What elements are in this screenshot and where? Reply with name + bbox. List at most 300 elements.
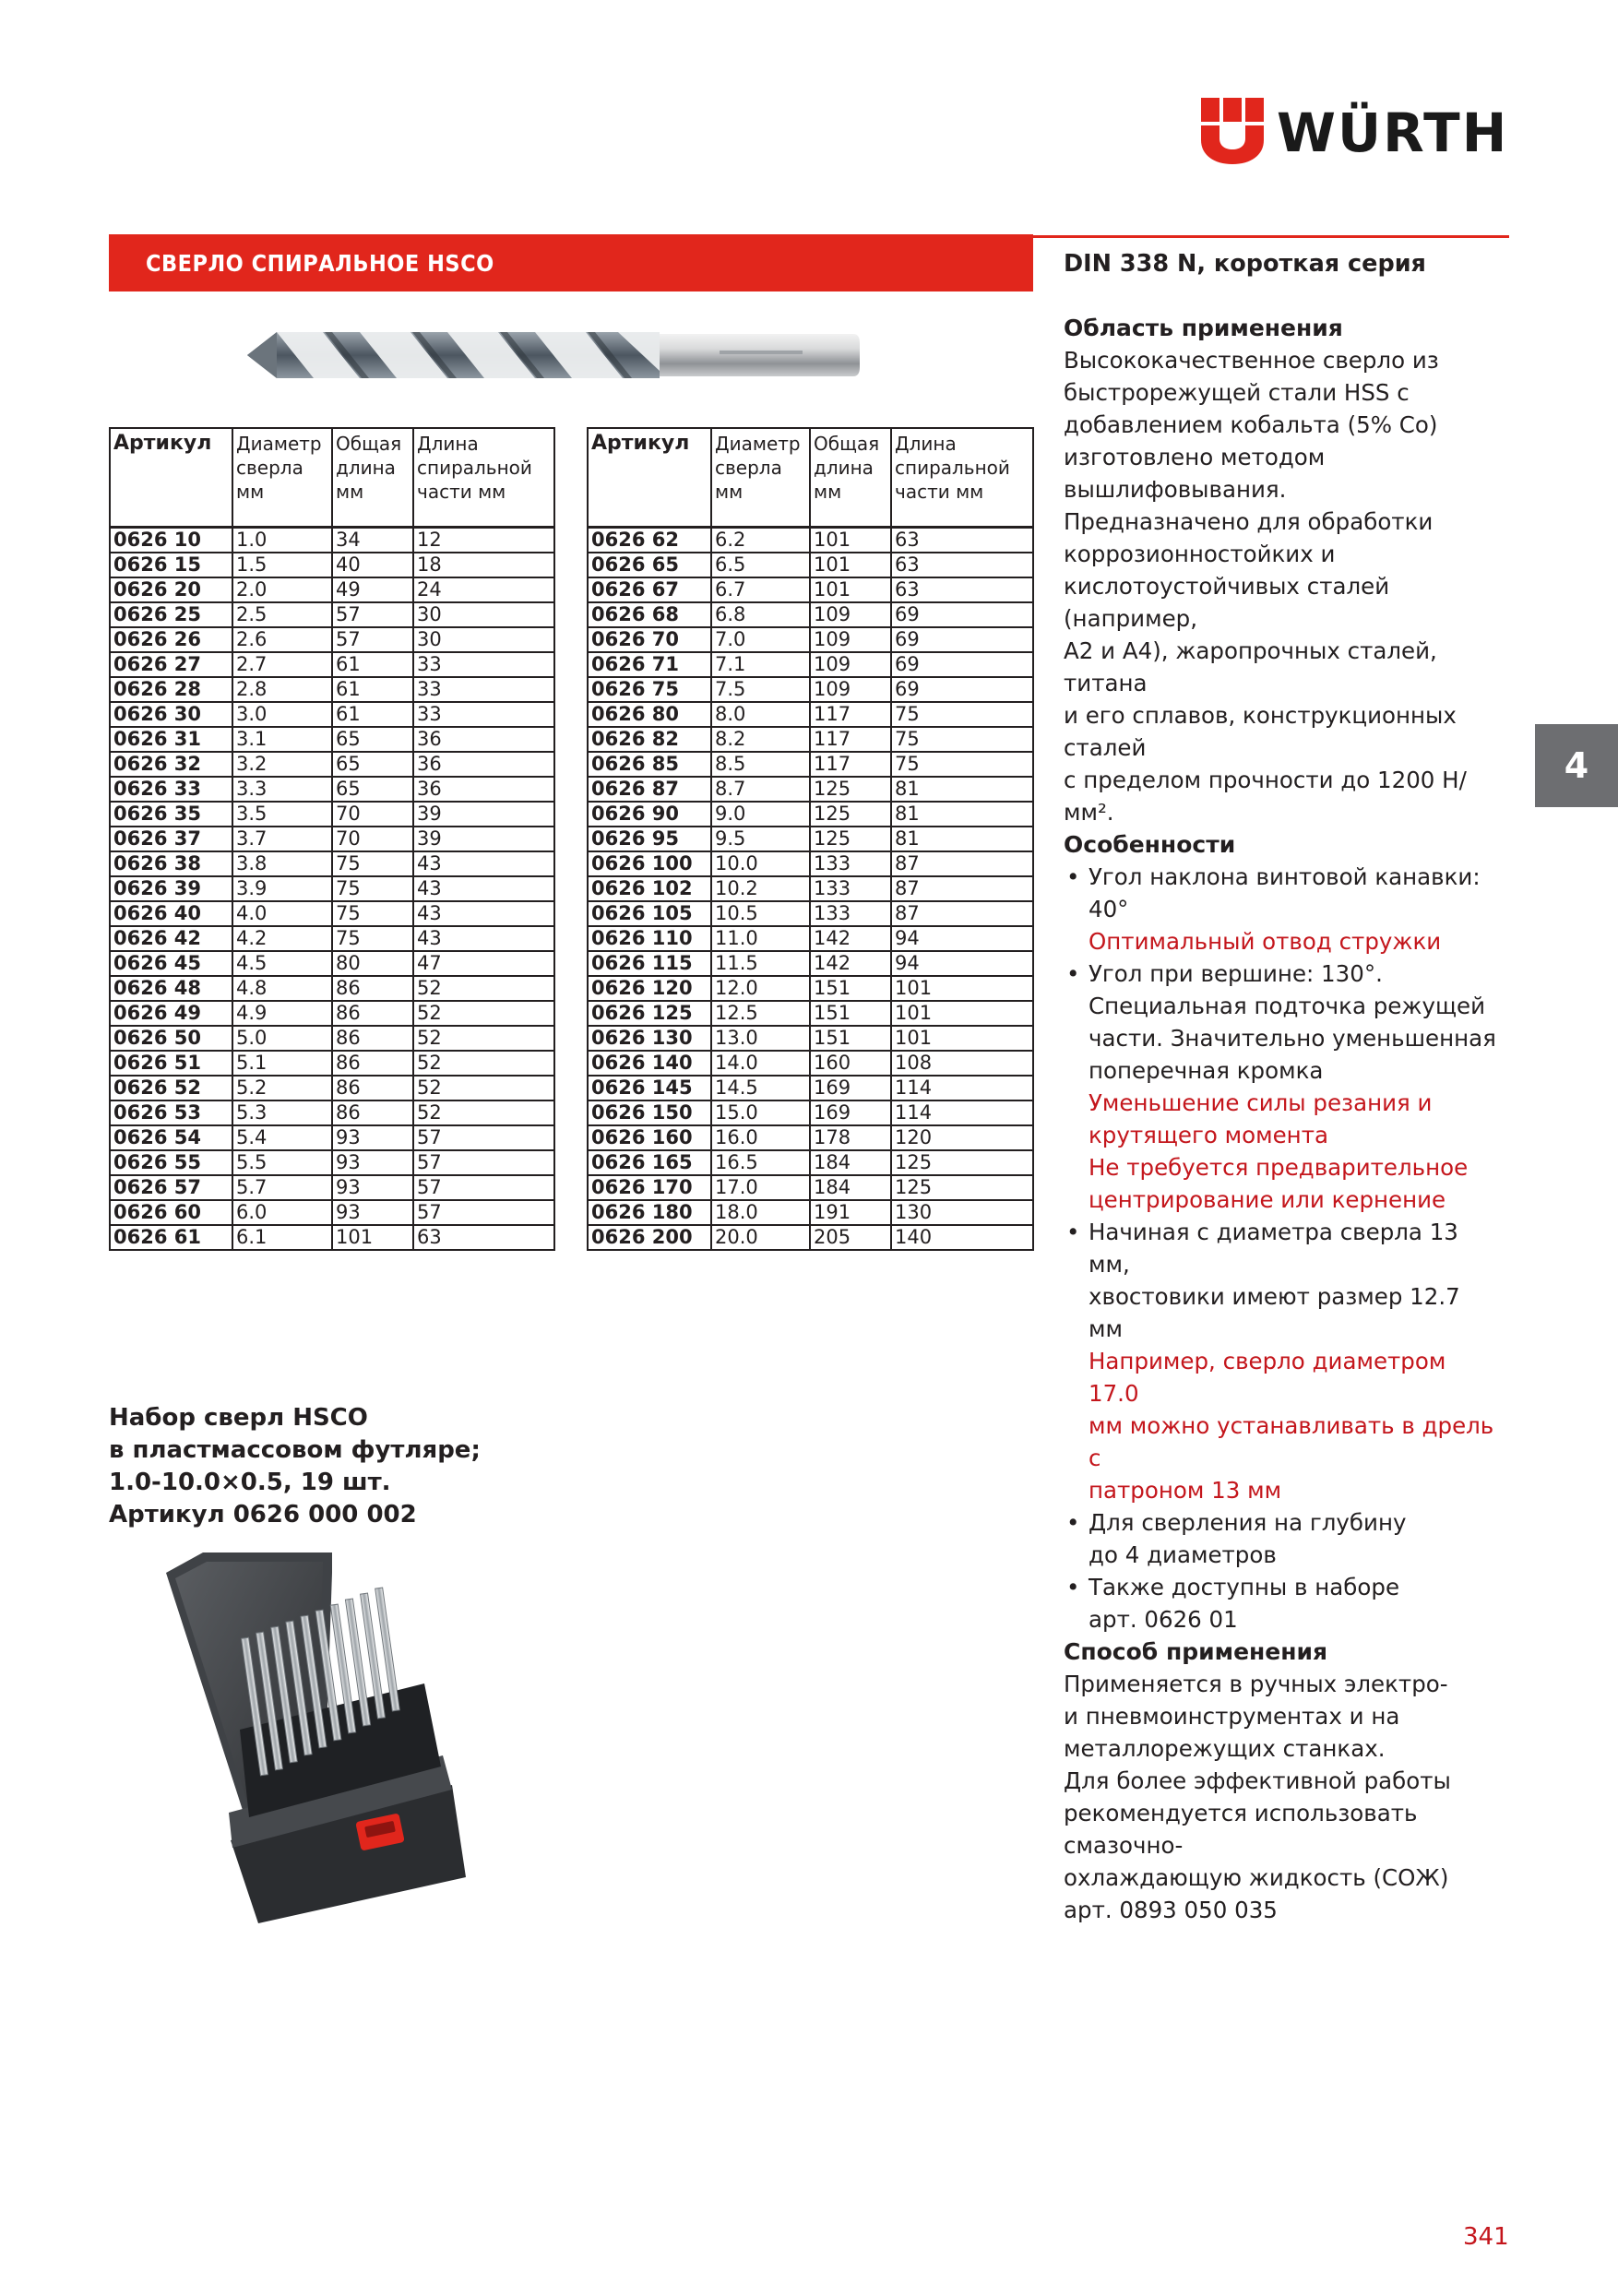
cell-flute-length: 30 [413,627,554,652]
cell-diameter: 20.0 [711,1225,810,1250]
cell-total-length: 101 [810,577,891,602]
cell-total-length: 70 [332,802,413,827]
cell-article: 0626 125 [588,1001,711,1026]
cell-diameter: 8.7 [711,777,810,802]
table-row [588,652,1033,677]
cell-diameter: 6.0 [232,1200,332,1225]
cell-article: 0626 55 [110,1150,232,1175]
cell-flute-length: 69 [891,602,1033,627]
table-row [588,577,1033,602]
column-header-article: Артикул [110,428,232,528]
table-row [588,802,1033,827]
header-rule [1033,235,1509,238]
section-tab: 4 [1535,724,1618,807]
cell-total-length: 61 [332,702,413,727]
cell-diameter: 7.1 [711,652,810,677]
feature-line: • Угол наклона винтовой канавки: 40° [1089,863,1481,922]
cell-flute-length: 18 [413,553,554,577]
column-header-diameter: Диаметр сверла мм [232,428,332,528]
cell-flute-length: 125 [891,1150,1033,1175]
usage-line: рекомендуется использовать смазочно- [1064,1800,1418,1859]
cell-diameter: 13.0 [711,1026,810,1051]
cell-flute-length: 94 [891,926,1033,951]
cell-total-length: 70 [332,827,413,851]
cell-diameter: 6.2 [711,528,810,553]
cell-total-length: 117 [810,702,891,727]
cell-flute-length: 52 [413,1051,554,1076]
cell-flute-length: 57 [413,1150,554,1175]
cell-total-length: 34 [332,528,413,553]
cell-diameter: 2.6 [232,627,332,652]
cell-flute-length: 43 [413,851,554,876]
cell-diameter: 12.5 [711,1001,810,1026]
cell-total-length: 125 [810,777,891,802]
cell-flute-length: 12 [413,528,554,553]
cell-total-length: 125 [810,827,891,851]
table-row [588,1150,1033,1175]
column-header-flute-length: Длина спиральной части мм [413,428,554,528]
cell-total-length: 86 [332,1051,413,1076]
feature-benefit-line: крутящего момента [1089,1122,1328,1148]
table-row [588,1200,1033,1225]
cell-article: 0626 52 [110,1076,232,1100]
cell-diameter: 16.5 [711,1150,810,1175]
cell-flute-length: 63 [891,577,1033,602]
cell-total-length: 117 [810,752,891,777]
cell-article: 0626 82 [588,727,711,752]
table-row [588,528,1033,553]
cell-flute-length: 130 [891,1200,1033,1225]
usage-line: охлаждающую жидкость (СОЖ) [1064,1864,1449,1891]
cell-total-length: 109 [810,627,891,652]
cell-flute-length: 57 [413,1200,554,1225]
cell-total-length: 93 [332,1200,413,1225]
cell-article: 0626 40 [110,901,232,926]
cell-article: 0626 53 [110,1100,232,1125]
cell-article: 0626 51 [110,1051,232,1076]
cell-flute-length: 33 [413,677,554,702]
table-header-row [588,428,1033,528]
cell-diameter: 6.8 [711,602,810,627]
cell-total-length: 109 [810,602,891,627]
cell-article: 0626 95 [588,827,711,851]
cell-diameter: 2.8 [232,677,332,702]
spec-table-right [587,427,1034,1251]
cell-flute-length: 94 [891,951,1033,976]
cell-flute-length: 39 [413,827,554,851]
table-row [588,777,1033,802]
cell-flute-length: 81 [891,777,1033,802]
table-row [110,777,554,802]
cell-total-length: 57 [332,602,413,627]
cell-diameter: 5.5 [232,1150,332,1175]
cell-diameter: 10.0 [711,851,810,876]
cell-total-length: 117 [810,727,891,752]
table-row [110,851,554,876]
cell-diameter: 3.7 [232,827,332,851]
cell-total-length: 86 [332,1026,413,1051]
cell-article: 0626 38 [110,851,232,876]
cell-flute-length: 52 [413,976,554,1001]
cell-total-length: 109 [810,652,891,677]
table-row [588,1100,1033,1125]
cell-diameter: 2.7 [232,652,332,677]
table-row [588,1076,1033,1100]
cell-total-length: 80 [332,951,413,976]
cell-article: 0626 68 [588,602,711,627]
table-row [110,1001,554,1026]
cell-flute-length: 63 [413,1225,554,1250]
cell-article: 0626 87 [588,777,711,802]
cell-article: 0626 65 [588,553,711,577]
cell-article: 0626 25 [110,602,232,627]
cell-total-length: 86 [332,1001,413,1026]
cell-total-length: 160 [810,1051,891,1076]
cell-total-length: 75 [332,876,413,901]
feature-benefit-line: патроном 13 мм [1089,1477,1282,1504]
cell-total-length: 65 [332,777,413,802]
application-line: и его сплавов, конструкционных сталей [1064,702,1457,761]
cell-flute-length: 47 [413,951,554,976]
application-line: с пределом прочности до 1200 Н/мм². [1064,767,1467,826]
cell-flute-length: 57 [413,1175,554,1200]
cell-flute-length: 52 [413,1100,554,1125]
cell-total-length: 40 [332,553,413,577]
column-header-total-length: Общая длина мм [332,428,413,528]
cell-flute-length: 43 [413,901,554,926]
cell-total-length: 133 [810,901,891,926]
feature-line: Специальная подточка режущей [1089,993,1486,1019]
table-row [110,1125,554,1150]
cell-article: 0626 120 [588,976,711,1001]
table-row [110,627,554,652]
cell-article: 0626 49 [110,1001,232,1026]
cell-diameter: 5.0 [232,1026,332,1051]
application-text [1064,344,1497,828]
cell-article: 0626 50 [110,1026,232,1051]
cell-flute-length: 87 [891,901,1033,926]
cell-diameter: 4.8 [232,976,332,1001]
cell-total-length: 86 [332,976,413,1001]
table-row [110,926,554,951]
usage-text [1064,1668,1497,1926]
application-heading: Область применения [1064,315,1343,341]
cell-total-length: 151 [810,976,891,1001]
set-caption-line: Артикул 0626 000 002 [109,1501,417,1529]
table-row [588,1225,1033,1250]
cell-flute-length: 36 [413,727,554,752]
cell-flute-length: 75 [891,702,1033,727]
cell-diameter: 3.3 [232,777,332,802]
feature-line: до 4 диаметров [1089,1541,1277,1568]
cell-flute-length: 125 [891,1175,1033,1200]
cell-diameter: 5.7 [232,1175,332,1200]
cell-article: 0626 10 [110,528,232,553]
cell-flute-length: 140 [891,1225,1033,1250]
cell-total-length: 109 [810,677,891,702]
cell-diameter: 11.0 [711,926,810,951]
table-row [588,1175,1033,1200]
feature-line: хвостовики имеют размер 12.7 мм [1089,1283,1460,1342]
cell-diameter: 1.0 [232,528,332,553]
cell-article: 0626 90 [588,802,711,827]
cell-diameter: 17.0 [711,1175,810,1200]
table-row [588,827,1033,851]
features-list [1064,861,1497,1636]
table-header-row [110,428,554,528]
cell-total-length: 93 [332,1150,413,1175]
table-row [110,727,554,752]
column-header-article: Артикул [588,428,711,528]
cell-article: 0626 200 [588,1225,711,1250]
twist-drill-image [240,314,969,397]
table-row [110,1200,554,1225]
cell-total-length: 65 [332,727,413,752]
cell-article: 0626 28 [110,677,232,702]
feature-benefit-line: Оптимальный отвод стружки [1089,928,1442,955]
cell-flute-length: 101 [891,976,1033,1001]
table-row [110,1150,554,1175]
cell-article: 0626 145 [588,1076,711,1100]
feature-line: • Начиная с диаметра сверла 13 мм, [1089,1219,1458,1278]
cell-total-length: 57 [332,627,413,652]
table-row [110,976,554,1001]
application-line: изготовлено методом вышлифовывания. [1064,444,1326,503]
cell-flute-length: 57 [413,1125,554,1150]
cell-diameter: 3.1 [232,727,332,752]
table-row [110,1225,554,1250]
cell-total-length: 65 [332,752,413,777]
cell-article: 0626 35 [110,802,232,827]
table-row [110,528,554,553]
standard-title: DIN 338 N, короткая серия [1064,250,1426,278]
cell-diameter: 9.0 [711,802,810,827]
cell-diameter: 5.1 [232,1051,332,1076]
feature-line: поперечная кромка [1089,1057,1324,1084]
cell-diameter: 6.5 [711,553,810,577]
cell-flute-length: 101 [891,1001,1033,1026]
cell-diameter: 10.2 [711,876,810,901]
application-line: Высококачественное сверло из [1064,347,1439,374]
cell-diameter: 3.9 [232,876,332,901]
spec-table-left [109,427,555,1251]
table-row [110,1100,554,1125]
cell-total-length: 142 [810,926,891,951]
cell-diameter: 3.8 [232,851,332,876]
usage-line: Применяется в ручных электро- [1064,1671,1448,1697]
table-row [588,851,1033,876]
cell-diameter: 14.5 [711,1076,810,1100]
set-caption-line: 1.0-10.0×0.5, 19 шт. [109,1469,391,1496]
cell-article: 0626 37 [110,827,232,851]
set-caption-line: Набор сверл HSCO [109,1404,368,1432]
cell-diameter: 4.9 [232,1001,332,1026]
table-row [588,627,1033,652]
table-row [110,951,554,976]
cell-total-length: 93 [332,1175,413,1200]
cell-total-length: 169 [810,1100,891,1125]
cell-flute-length: 52 [413,1026,554,1051]
feature-item [1064,1571,1497,1636]
application-line: Предназначено для обработки [1064,508,1434,535]
table-row [110,602,554,627]
cell-diameter: 8.2 [711,727,810,752]
cell-article: 0626 130 [588,1026,711,1051]
table-row [588,702,1033,727]
table-row [110,1175,554,1200]
usage-line: арт. 0893 050 035 [1064,1897,1278,1923]
feature-benefit-line: мм можно устанавливать в дрель с [1089,1412,1494,1471]
cell-article: 0626 48 [110,976,232,1001]
table-row [110,1026,554,1051]
cell-diameter: 4.2 [232,926,332,951]
column-header-flute-length: Длина спиральной части мм [891,428,1033,528]
cell-total-length: 178 [810,1125,891,1150]
table-row [110,652,554,677]
cell-flute-length: 43 [413,876,554,901]
usage-line: Для более эффективной работы [1064,1767,1451,1794]
cell-flute-length: 75 [891,752,1033,777]
feature-item [1064,861,1497,958]
feature-line: • Угол при вершине: 130°. [1089,960,1383,987]
table-row [588,901,1033,926]
table-row [110,702,554,727]
cell-flute-length: 69 [891,652,1033,677]
cell-flute-length: 75 [891,727,1033,752]
cell-flute-length: 81 [891,827,1033,851]
cell-flute-length: 114 [891,1076,1033,1100]
table-row [588,677,1033,702]
cell-article: 0626 80 [588,702,711,727]
table-row [588,951,1033,976]
cell-flute-length: 87 [891,851,1033,876]
table-row [588,1125,1033,1150]
cell-flute-length: 120 [891,1125,1033,1150]
cell-total-length: 93 [332,1125,413,1150]
feature-line: арт. 0626 01 [1089,1606,1238,1633]
description-column [1064,245,1497,1926]
cell-flute-length: 33 [413,652,554,677]
cell-diameter: 8.5 [711,752,810,777]
cell-article: 0626 71 [588,652,711,677]
cell-article: 0626 85 [588,752,711,777]
cell-flute-length: 24 [413,577,554,602]
cell-article: 0626 45 [110,951,232,976]
cell-diameter: 6.1 [232,1225,332,1250]
cell-article: 0626 75 [588,677,711,702]
feature-line: части. Значительно уменьшенная [1089,1025,1496,1052]
feature-benefit-line: Не требуется предварительное [1089,1154,1469,1181]
column-header-total-length: Общая длина мм [810,428,891,528]
cell-diameter: 3.0 [232,702,332,727]
cell-flute-length: 87 [891,876,1033,901]
table-row [110,802,554,827]
table-row [588,1001,1033,1026]
table-row [588,602,1033,627]
table-row [110,1076,554,1100]
usage-line: и пневмоинструментах и на [1064,1703,1400,1730]
cell-article: 0626 170 [588,1175,711,1200]
cell-total-length: 61 [332,652,413,677]
cell-article: 0626 105 [588,901,711,926]
cell-flute-length: 108 [891,1051,1033,1076]
application-line: добавлением кобальта (5% Co) [1064,411,1438,438]
cell-diameter: 3.2 [232,752,332,777]
cell-diameter: 2.0 [232,577,332,602]
cell-article: 0626 57 [110,1175,232,1200]
cell-total-length: 125 [810,802,891,827]
cell-total-length: 133 [810,876,891,901]
table-row [110,1051,554,1076]
set-caption-line: в пластмассовом футляре; [109,1436,481,1464]
cell-diameter: 5.4 [232,1125,332,1150]
cell-article: 0626 115 [588,951,711,976]
application-line: кислотоустойчивых сталей (например, [1064,573,1390,632]
table-row [588,553,1033,577]
usage-heading: Способ применения [1064,1638,1328,1665]
feature-benefit-line: Например, сверло диаметром 17.0 [1089,1348,1446,1407]
cell-diameter: 9.5 [711,827,810,851]
table-row [588,727,1033,752]
cell-article: 0626 27 [110,652,232,677]
cell-total-length: 49 [332,577,413,602]
cell-article: 0626 150 [588,1100,711,1125]
cell-total-length: 184 [810,1175,891,1200]
cell-flute-length: 69 [891,677,1033,702]
cell-article: 0626 15 [110,553,232,577]
table-row [110,827,554,851]
table-row [588,876,1033,901]
application-line: коррозионностойких и [1064,541,1336,567]
set-caption [109,1402,570,1531]
cell-total-length: 169 [810,1076,891,1100]
cell-flute-length: 52 [413,1076,554,1100]
cell-total-length: 86 [332,1076,413,1100]
cell-diameter: 16.0 [711,1125,810,1150]
table-row [110,553,554,577]
cell-diameter: 5.2 [232,1076,332,1100]
feature-item [1064,1216,1497,1506]
cell-total-length: 101 [332,1225,413,1250]
cell-flute-length: 101 [891,1026,1033,1051]
cell-total-length: 142 [810,951,891,976]
cell-diameter: 4.0 [232,901,332,926]
cell-diameter: 7.5 [711,677,810,702]
cell-article: 0626 42 [110,926,232,951]
cell-diameter: 11.5 [711,951,810,976]
cell-article: 0626 160 [588,1125,711,1150]
cell-total-length: 151 [810,1001,891,1026]
cell-article: 0626 67 [588,577,711,602]
table-row [588,1026,1033,1051]
cell-flute-length: 69 [891,627,1033,652]
cell-total-length: 101 [810,553,891,577]
features-heading: Особенности [1064,831,1236,858]
wurth-logo [1201,98,1510,164]
page-number: 341 [1463,2223,1509,2251]
product-title-bar [109,234,1033,291]
cell-article: 0626 110 [588,926,711,951]
table-row [110,901,554,926]
application-line: А2 и А4), жаропрочных сталей, титана [1064,637,1437,696]
cell-diameter: 2.5 [232,602,332,627]
cell-article: 0626 102 [588,876,711,901]
feature-item [1064,1506,1497,1571]
cell-flute-length: 30 [413,602,554,627]
cell-total-length: 75 [332,901,413,926]
table-row [588,976,1033,1001]
feature-item [1064,958,1497,1216]
